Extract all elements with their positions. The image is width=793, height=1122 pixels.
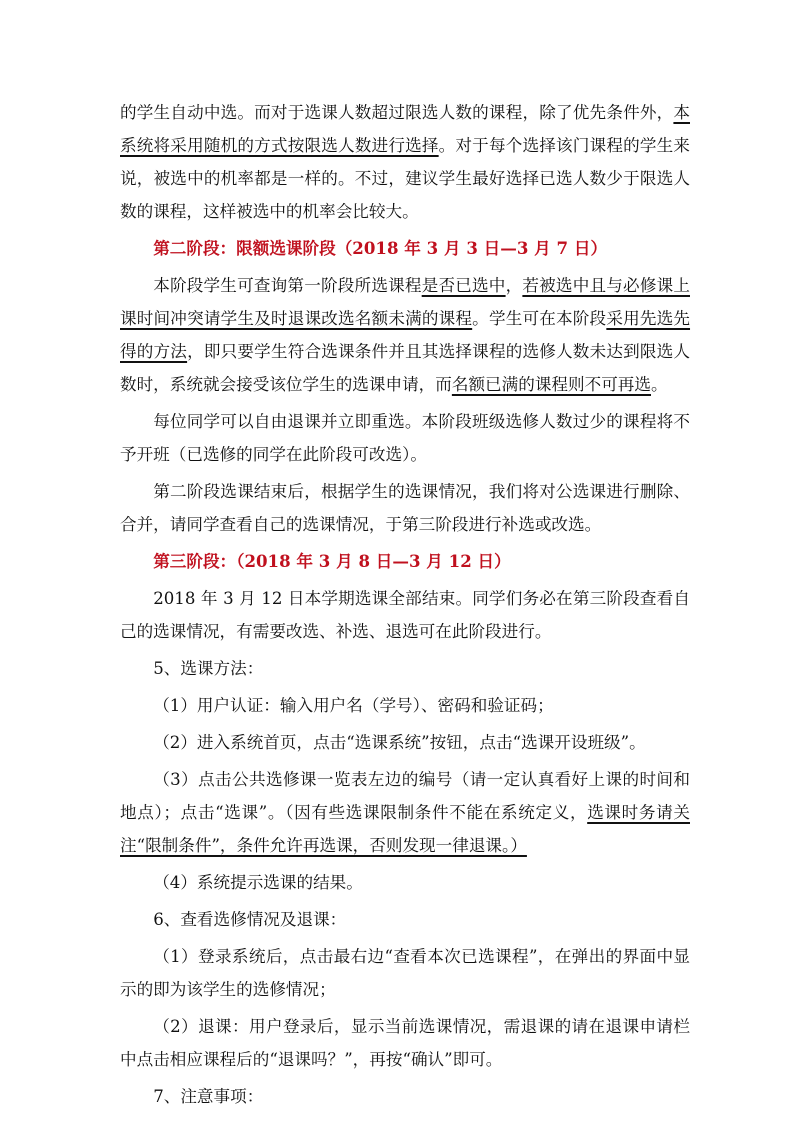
paragraph-withdraw: 每位同学可以自由退课并立即重选。本阶段班级选修人数过少的课程将不予开班（已选修的同学在此阶段可改选）。 [120,412,690,464]
section-6-item-1: （1）登录系统后，点击最右边“查看本次已选课程”，在弹出的界面中显示的即为该学生的选修情况； [120,947,690,999]
underlined-text: 本系统将采用随机的方式按限选人数进行选择 [120,103,690,155]
section-6-title: 6、查看选修情况及退课： [153,910,347,929]
underlined-text: 名额已满的课程则不可再选 [451,375,651,394]
paragraph-stage3: 2018 年 3 月 12 日本学期选课全部结束。同学们务必在第三阶段查看自己的选课情况，有需要改选、补选、退选可在此阶段进行。 [120,589,690,641]
section-5-item-2: （2）进入系统首页，点击“选课系统”按钮，点击“选课开设班级”。 [153,733,646,752]
underlined-text: 若被选中且与必修课上课时间冲突请学生及时退课改选名额未满的课程 [120,276,690,328]
stage3-heading: 第三阶段：（2018 年 3 月 8 日—3 月 12 日） [153,551,511,571]
underlined-text: 选课时务请关注“限制条件”，条件允许再选课，否则发现一律退课。） [120,803,690,855]
document-page [120,96,690,1117]
section-5-title: 5、选课方法： [153,659,264,678]
underlined-text: 是否已选中 [421,276,506,295]
paragraph-stage2: 本阶段学生可查询第一阶段所选课程是否已选中，若被选中且与必修课上课时间冲突请学生及时退课改选名额未满的课程。学生可在本阶段采用先选先得的方法，即只要学生符合选课条件并且其选择课程的选修人数未达到限选人数时，系统就会接受该位学生的选课申请，而名额已满的课程则不可再选。 [120,276,691,394]
section-7-title: 7、注意事项： [153,1087,264,1106]
paragraph-random-selection: 的学生自动中选。而对于选课人数超过限选人数的课程，除了优先条件外，本系统将采用随机的方式按限选人数进行选择。对于每个选择该门课程的学生来说，被选中的机率都是一样的。不过，建议学生最好选择已选人数少于限选人数的课程，这样被选中的机率会比较大。 [120,103,691,221]
section-5-item-3: （3）点击公共选修课一览表左边的编号（请一定认真看好上课的时间和地点）；点击“选课”。（因有些选课限制条件不能在系统定义，选课时务请关注“限制条件”，条件允许再选课，否则发现一律退课。） [120,770,690,855]
underlined-text: 采用先选先得的方法 [120,309,691,361]
stage2-heading: 第二阶段：限额选课阶段（2018 年 3 月 3 日—3 月 7 日） [153,238,608,258]
section-6-item-2: （2）退课：用户登录后，显示当前选课情况，需退课的请在退课申请栏中点击相应课程后的“退课吗？”，再按“确认”即可。 [120,1017,690,1069]
section-5-item-1: （1）用户认证：输入用户名（学号）、密码和验证码； [153,696,554,715]
paragraph-stage2-end: 第二阶段选课结束后，根据学生的选课情况，我们将对公选课进行删除、合并，请同学查看自己的选课情况，于第三阶段进行补选或改选。 [120,482,690,534]
section-5-item-4: （4）系统提示选课的结果。 [153,873,363,892]
